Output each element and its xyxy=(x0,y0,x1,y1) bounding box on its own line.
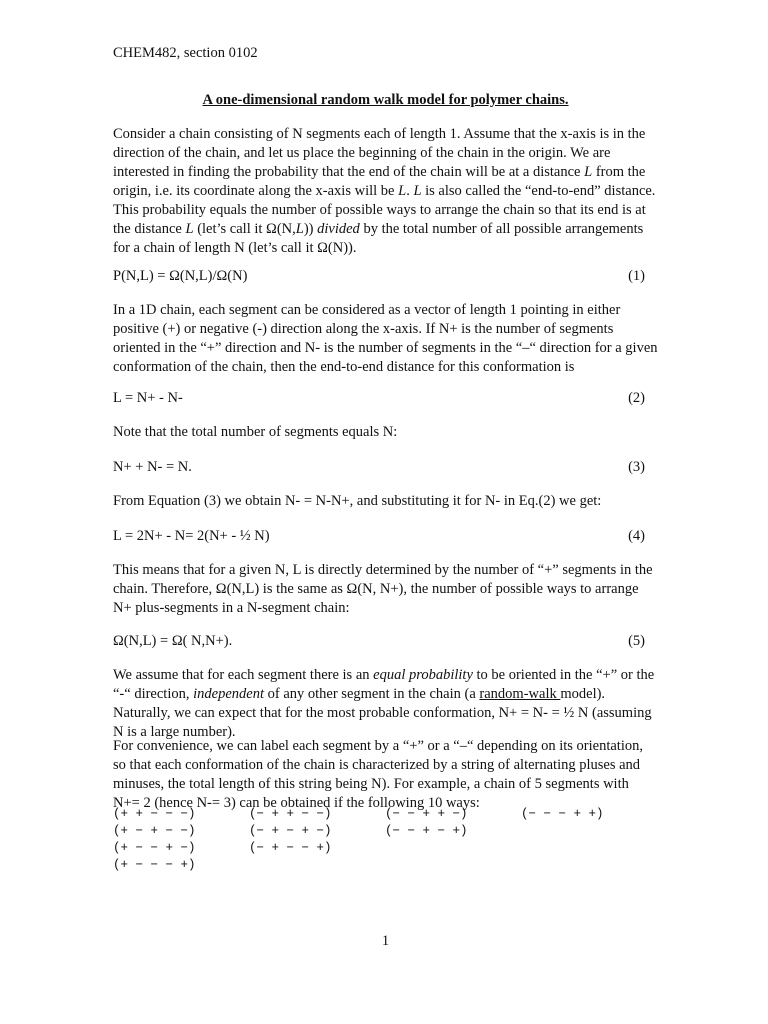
conformation-cell: (+ + − − −) xyxy=(113,807,196,821)
page-number: 1 xyxy=(381,933,390,949)
equation-2 xyxy=(113,389,645,408)
conformation-cell: (+ − + − −) xyxy=(113,824,196,838)
conformations-table xyxy=(113,806,658,874)
conformation-cell: (− + + − −) xyxy=(249,807,332,821)
equation-2-text: L = N+ - N- xyxy=(113,390,183,406)
paragraph-meaning: This means that for a given N, L is directly determined by the number of “+” segments in the chain. Therefore, Ω(N,L) is the same as Ω(N, N+), the number of possible ways to arrange N+ plus-segments in a N-segment chain: xyxy=(113,562,653,616)
document-title: A one-dimensional random walk model for polymer chains. xyxy=(202,92,569,108)
paragraph-total: Note that the total number of segments equals N: xyxy=(113,424,398,440)
conformation-cell: (− − − + +) xyxy=(521,807,604,821)
equation-3-text: N+ + N- = N. xyxy=(113,459,192,475)
paragraph-intro: Consider a chain consisting of N segments each of length 1. Assume that the x-axis is in the direction of the chain, and let us place the beginning of the chain in the origin. We are interested in finding the probability that the end of the chain will be at a distance L from the origin, i.e. its coordinate along the x-axis will be L. L is also called the “end-to-end” distance. This probability equals the number of possible ways to arrange the chain so that its end is at the distance L (let’s call it Ω(N,L)) divided by the total number of all possible arrangements for a chain of length N (let’s call it Ω(N)). xyxy=(113,126,656,256)
equation-1-text: P(N,L) = Ω(N,L)/Ω(N) xyxy=(113,268,248,284)
equation-2-number: (2) xyxy=(628,390,645,406)
equation-4-text: L = 2N+ - N= 2(N+ - ½ N) xyxy=(113,528,270,544)
conformation-cell xyxy=(521,857,657,874)
paragraph-labeling: For convenience, we can label each segment by a “+” or a “–“ depending on its orientation, so that each conformation of the chain is characterized by a string of alternating pluses and minuses, the total length of this string being N). For example, a chain of 5 segments with N+= 2 (hence N-= 3) can be obtained if the following 10 ways: xyxy=(113,738,643,811)
conformation-cell xyxy=(385,840,521,857)
paragraph-vectors: In a 1D chain, each segment can be considered as a vector of length 1 pointing in either positive (+) or negative (-) direction along the x-axis. If N+ is the number of segments oriented in the “+” direction and N- is the number of segments in the “–“ direction for a given conformation of the chain, then the end-to-end distance for this conformation is xyxy=(113,302,658,375)
equation-4-number: (4) xyxy=(628,528,645,544)
conformations-row xyxy=(113,840,658,857)
conformation-cell: (− + − − +) xyxy=(249,841,332,855)
equation-5-text: Ω(N,L) = Ω( N,N+). xyxy=(113,633,233,649)
equation-3-number: (3) xyxy=(628,459,645,475)
conformation-cell xyxy=(521,823,657,840)
conformation-cell: (+ − − + −) xyxy=(113,841,196,855)
conformation-cell: (+ − − − +) xyxy=(113,858,196,872)
conformation-cell: (− − + − +) xyxy=(385,824,468,838)
conformation-cell: (− + − + −) xyxy=(249,824,332,838)
paragraph-substitution: From Equation (3) we obtain N- = N-N+, and substituting it for N- in Eq.(2) we get: xyxy=(113,493,602,509)
equation-3 xyxy=(113,458,645,477)
equation-1-number: (1) xyxy=(628,268,645,284)
equation-1 xyxy=(113,267,645,286)
course-header: CHEM482, section 0102 xyxy=(113,45,258,61)
conformations-row xyxy=(113,857,658,874)
conformation-cell: (− − + + −) xyxy=(385,807,468,821)
conformations-row xyxy=(113,806,658,823)
conformation-cell xyxy=(521,840,657,857)
equation-5 xyxy=(113,632,645,651)
conformation-cell xyxy=(249,857,385,874)
paragraph-assumption: We assume that for each segment there is an equal probability to be oriented in the “+” or the “-“ direction, independent of any other segment in the chain (a random-walk model). Naturally, we can expect that for the most probable conformation, N+ = N- = ½ N (assuming N is a large number). xyxy=(113,667,655,740)
conformations-row xyxy=(113,823,658,840)
conformation-cell xyxy=(385,857,521,874)
equation-4 xyxy=(113,527,645,546)
equation-5-number: (5) xyxy=(628,633,645,649)
